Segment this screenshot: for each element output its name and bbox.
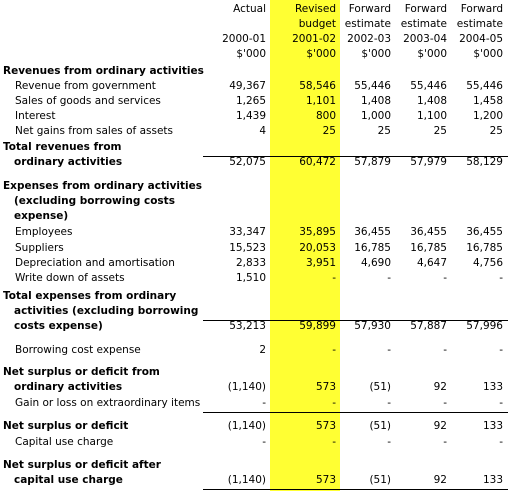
column-header-1-line-1: Actual	[233, 3, 266, 15]
row-value: 15,523	[229, 242, 266, 254]
row-value: 1,000	[360, 110, 391, 122]
row-value: 36,455	[410, 226, 447, 238]
row-value: 55,446	[410, 80, 447, 92]
row-value: (1,140)	[227, 420, 266, 432]
row-label: Net surplus or deficit after	[3, 459, 161, 471]
row-value: 4,647	[416, 257, 447, 269]
row-value: 57,996	[466, 320, 503, 332]
row-value: 573	[315, 381, 336, 393]
row-value: 33,347	[229, 226, 266, 238]
row-value: 92	[433, 381, 447, 393]
row-value: 25	[489, 125, 503, 137]
column-header-1-line-3: $'000	[236, 48, 266, 60]
row-value: 4,756	[472, 257, 503, 269]
row-value: -	[332, 344, 336, 356]
total-rule	[203, 156, 508, 157]
row-value: 16,785	[354, 242, 391, 254]
row-value: -	[443, 436, 447, 448]
row-value: 16,785	[410, 242, 447, 254]
row-value: -	[387, 397, 391, 409]
column-header-2-line-2: budget	[298, 18, 336, 30]
row-value: 133	[482, 420, 503, 432]
row-label: Interest	[15, 110, 56, 122]
row-label: Gain or loss on extraordinary items	[15, 397, 201, 409]
row-value: -	[262, 436, 266, 448]
row-value: 133	[482, 474, 503, 486]
row-value: 57,887	[410, 320, 447, 332]
row-value: 3,951	[305, 257, 336, 269]
row-value: 1,439	[235, 110, 266, 122]
row-value: -	[499, 344, 503, 356]
column-header-5-line-3: 2004-05	[459, 33, 503, 45]
row-value: 4,690	[360, 257, 391, 269]
row-label: activities (excluding borrowing	[14, 305, 199, 317]
row-value: 1,100	[416, 110, 447, 122]
row-label: Expenses from ordinary activities	[3, 180, 202, 192]
row-value: 1,265	[235, 95, 266, 107]
row-value: 58,129	[466, 156, 503, 168]
row-value: 25	[433, 125, 447, 137]
row-value: 133	[482, 381, 503, 393]
row-label: Total revenues from	[3, 141, 122, 153]
row-label: Revenue from government	[15, 80, 156, 92]
column-header-4-line-4: $'000	[417, 48, 447, 60]
column-header-3-line-2: estimate	[344, 18, 391, 30]
row-value: -	[443, 344, 447, 356]
column-header-5-line-1: Forward	[460, 3, 503, 15]
row-value: 55,446	[466, 80, 503, 92]
row-value: -	[332, 436, 336, 448]
row-value: 25	[377, 125, 391, 137]
row-value: 25	[322, 125, 336, 137]
row-value: (1,140)	[227, 474, 266, 486]
row-value: -	[387, 344, 391, 356]
total-rule	[203, 320, 508, 321]
row-value: -	[332, 397, 336, 409]
column-header-2-line-4: $'000	[306, 48, 336, 60]
row-value: 36,455	[466, 226, 503, 238]
row-value: 1,200	[472, 110, 503, 122]
row-value: 16,785	[466, 242, 503, 254]
column-header-5-line-4: $'000	[473, 48, 503, 60]
column-header-2-line-3: 2001-02	[292, 33, 336, 45]
column-header-3-line-3: 2002-03	[347, 33, 391, 45]
row-value: -	[387, 436, 391, 448]
column-header-3-line-1: Forward	[348, 3, 391, 15]
row-value: -	[443, 272, 447, 284]
column-header-5-line-2: estimate	[456, 18, 503, 30]
row-value: -	[332, 272, 336, 284]
column-header-1-line-2: 2000-01	[222, 33, 266, 45]
row-label: Total expenses from ordinary	[3, 290, 177, 302]
row-value: 35,895	[299, 226, 336, 238]
row-label: Sales of goods and services	[15, 95, 161, 107]
total-rule	[203, 489, 508, 490]
column-header-2-line-1: Revised	[294, 3, 336, 15]
row-label: Revenues from ordinary activities	[3, 65, 204, 77]
row-value: 2	[259, 344, 266, 356]
row-label: ordinary activities	[14, 156, 123, 168]
row-value: -	[387, 272, 391, 284]
column-header-3-line-4: $'000	[361, 48, 391, 60]
row-value: 55,446	[354, 80, 391, 92]
row-value: 573	[315, 420, 336, 432]
row-label: Net gains from sales of assets	[15, 125, 173, 137]
row-label: ordinary activities	[14, 381, 123, 393]
row-value: 573	[315, 474, 336, 486]
row-value: 57,930	[354, 320, 391, 332]
total-rule	[203, 412, 508, 413]
row-label: Depreciation and amortisation	[15, 257, 175, 269]
row-value: 52,075	[229, 156, 266, 168]
row-value: 1,408	[360, 95, 391, 107]
row-label: Net surplus or deficit	[3, 420, 129, 432]
row-value: 92	[433, 474, 447, 486]
row-label: Net surplus or deficit from	[3, 366, 160, 378]
row-value: -	[443, 397, 447, 409]
row-value: 49,367	[229, 80, 266, 92]
row-value: (51)	[369, 381, 391, 393]
row-label: Write down of assets	[15, 272, 125, 284]
row-value: -	[499, 397, 503, 409]
row-value: 92	[433, 420, 447, 432]
row-label: (excluding borrowing costs	[14, 195, 175, 207]
row-value: -	[262, 397, 266, 409]
row-value: (51)	[369, 420, 391, 432]
row-value: -	[499, 436, 503, 448]
row-value: 59,899	[299, 320, 336, 332]
row-label: Borrowing cost expense	[15, 344, 141, 356]
row-value: 57,979	[410, 156, 447, 168]
row-label: Capital use charge	[15, 436, 114, 448]
row-label: expense)	[14, 210, 69, 222]
row-value: 800	[315, 110, 336, 122]
row-value: (1,140)	[227, 381, 266, 393]
row-value: 1,408	[416, 95, 447, 107]
row-value: 53,213	[229, 320, 266, 332]
row-value: (51)	[369, 474, 391, 486]
row-value: 60,472	[299, 156, 336, 168]
row-value: -	[499, 272, 503, 284]
row-value: 2,833	[235, 257, 266, 269]
row-value: 1,510	[235, 272, 266, 284]
row-value: 4	[259, 125, 266, 137]
column-header-4-line-1: Forward	[404, 3, 447, 15]
row-value: 1,458	[472, 95, 503, 107]
column-header-4-line-2: estimate	[400, 18, 447, 30]
row-value: 36,455	[354, 226, 391, 238]
row-label: costs expense)	[14, 320, 103, 332]
row-label: Employees	[15, 226, 73, 238]
row-label: Suppliers	[15, 242, 64, 254]
row-value: 20,053	[299, 242, 336, 254]
row-value: 58,546	[299, 80, 336, 92]
column-header-4-line-3: 2003-04	[403, 33, 447, 45]
row-value: 1,101	[305, 95, 336, 107]
row-label: capital use charge	[14, 474, 123, 486]
row-value: 57,879	[354, 156, 391, 168]
